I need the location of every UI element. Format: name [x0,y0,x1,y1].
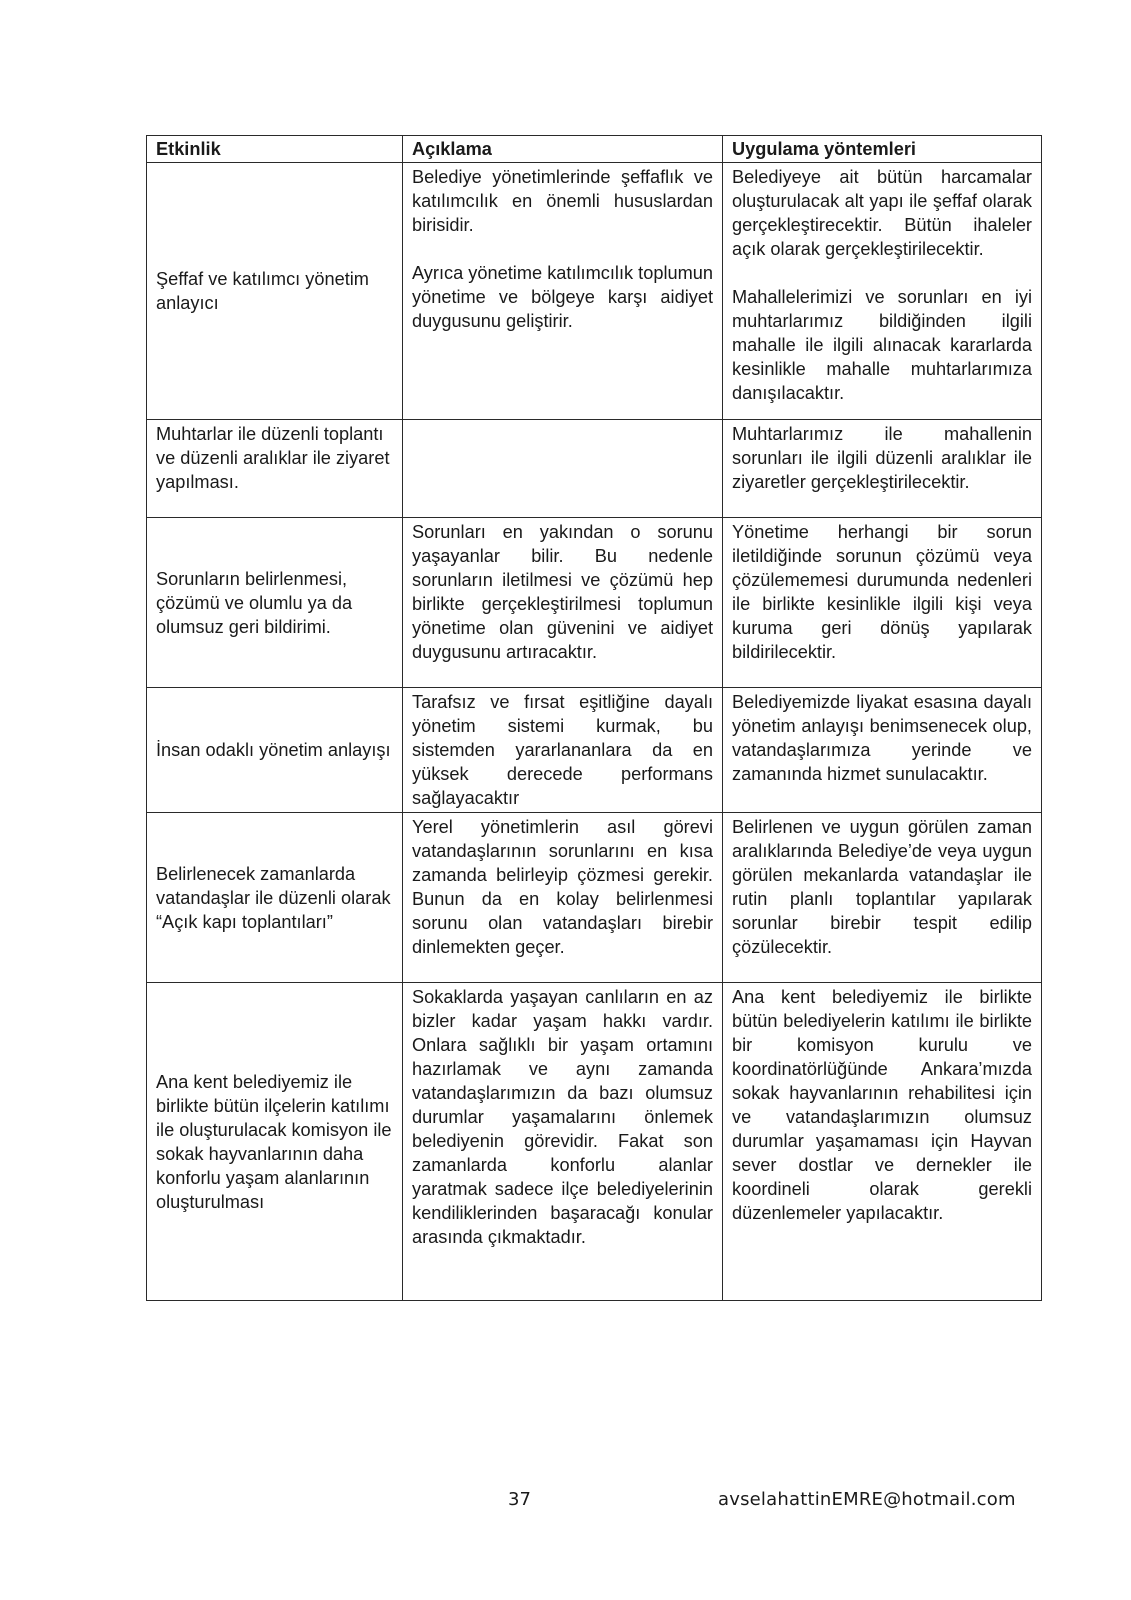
uygulama-paragraph: Yönetime herhangi bir sorun iletildiğinde sorunun çözümü veya çözülememesi durumunda nedenleri ile birlikte kesinlikle ilgili kişi veya kuruma geri dönüş yapılarak bildirilecektir. [732,522,1032,662]
uygulama-paragraph: Belediyemizde liyakat esasına dayalı yönetim anlayışı benimsenecek olup, vatandaşlarımıza yerinde ve zamanında hizmet sunulacaktır. [732,692,1032,784]
table-row [147,983,1042,1301]
aciklama-paragraph: Yerel yönetimlerin asıl görevi vatandaşlarının sorunlarını en kısa zamanda belirleyip çözmesi gerekir. Bunun da en kolay belirlenmesi sorunu olan vatandaşları birebir dinlemekten geçer. [412,817,713,957]
etkinlik-text: İnsan odaklı yönetim anlayışı [156,740,391,760]
activities-table [146,135,1042,1301]
uygulama-cell [723,420,1042,518]
aciklama-cell [403,688,723,813]
uygulama-paragraph: Belediyeye ait bütün harcamalar oluşturulacak alt yapı ile şeffaf olarak gerçekleştirecektir. Bütün ihaleler açık olarak gerçekleştirilecektir. [732,167,1032,259]
uygulama-cell [723,983,1042,1301]
table-row [147,420,1042,518]
table-row [147,688,1042,813]
aciklama-paragraph: Sokaklarda yaşayan canlıların en az bizler kadar yaşam hakkı vardır. Onlara sağlıklı bir yaşam ortamını hazırlamak ve aynı zamanda vatandaşlarımızın da bazı olumsuz durumlar yaşamalarını önlemek belediyenin görevidir. Fakat son zamanlarda konforlu alanlar yaratmak sadece ilçe belediyelerinin kendiliklerinden başaracağı konular arasında çıkmaktadır. [412,987,713,1247]
table-row [147,163,1042,420]
header-etkinlik: Etkinlik [147,136,403,163]
table-row [147,813,1042,983]
uygulama-cell [723,518,1042,688]
aciklama-paragraph: Tarafsız ve fırsat eşitliğine dayalı yönetim sistemi kurmak, bu sistemden yararlananlara da en yüksek derecede performans sağlayacaktır [412,692,713,808]
aciklama-cell [403,518,723,688]
uygulama-paragraph: Muhtarlarımız ile mahallenin sorunları ile ilgili düzenli aralıklar ile ziyaretler gerçekleştirilecektir. [732,424,1032,492]
etkinlik-text: Sorunların belirlenmesi, çözümü ve olumlu ya da olumsuz geri bildirimi. [156,568,353,637]
etkinlik-text: Muhtarlar ile düzenli toplantı ve düzenli aralıklar ile ziyaret yapılması. [156,424,390,492]
etkinlik-cell [147,518,403,688]
aciklama-cell [403,163,723,420]
aciklama-paragraph: Belediye yönetimlerinde şeffaflık ve katılımcılık en önemli hususlardan birisidir. [412,167,713,235]
table-row [147,518,1042,688]
page-number: 37 [508,1489,531,1510]
etkinlik-text: Şeffaf ve katılımcı yönetim anlayıcı [156,269,369,313]
etkinlik-cell [147,688,403,813]
etkinlik-text: Belirlenecek zamanlarda vatandaşlar ile düzenli olarak “Açık kapı toplantıları” [156,863,391,932]
aciklama-cell [403,420,723,518]
aciklama-cell [403,983,723,1301]
etkinlik-cell [147,163,403,420]
uygulama-paragraph: Belirlenen ve uygun görülen zaman aralıklarında Belediye’de veya uygun görülen mekanlarda vatandaşlar ile rutin planlı toplantılar yapılarak sorunlar birebir tespit edilip çözülecektir. [732,817,1032,957]
footer-email: avselahattinEMRE@hotmail.com [718,1489,1016,1510]
etkinlik-cell [147,813,403,983]
aciklama-paragraph: Sorunları en yakından o sorunu yaşayanlar bilir. Bu nedenle sorunların iletilmesi ve çözümü hep birlikte gerçekleştirilmesi toplumun yönetime olan güvenini ve aidiyet duygusunu artıracaktır. [412,522,713,662]
uygulama-cell [723,813,1042,983]
header-aciklama: Açıklama [403,136,723,163]
uygulama-cell [723,688,1042,813]
etkinlik-cell [147,983,403,1301]
header-uygulama: Uygulama yöntemleri [723,136,1042,163]
table-header-row [147,136,1042,163]
etkinlik-text: Ana kent belediyemiz ile birlikte bütün ilçelerin katılımı ile oluşturulacak komisyon ile sokak hayvanlarının daha konforlu yaşam alanlarının oluşturulması [156,1071,392,1212]
aciklama-paragraph: Ayrıca yönetime katılımcılık toplumun yönetime ve bölgeye karşı aidiyet duygusunu geliştirir. [412,263,713,331]
uygulama-paragraph: Ana kent belediyemiz ile birlikte bütün belediyelerin katılımı ile birlikte bir komisyon kurulu ve koordinatörlüğünde Ankara’mızda sokak hayvanlarının rehabilitesi için ve vatandaşlarımızın olumsuz durumlar yaşamaması için Hayvan sever dostlar ve dernekler ile koordineli olarak gerekli düzenlemeler yapılacaktır. [732,987,1032,1223]
etkinlik-cell [147,420,403,518]
uygulama-cell [723,163,1042,420]
uygulama-paragraph: Mahallelerimizi ve sorunları en iyi muhtarlarımız bildiğinden ilgili mahalle ile ilgili alınacak kararlarda kesinlikle mahalle muhtarlarımıza danışılacaktır. [732,287,1032,403]
aciklama-cell [403,813,723,983]
